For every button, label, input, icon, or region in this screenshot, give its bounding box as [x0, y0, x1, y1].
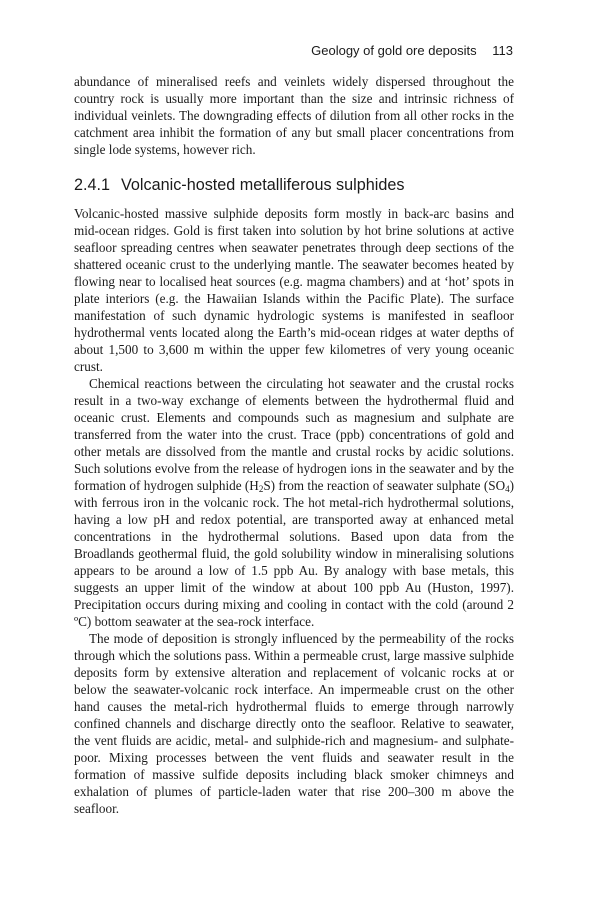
- paragraph-2: [74, 375, 514, 630]
- section-number: 2.4.1: [74, 176, 111, 194]
- paragraph-3: The mode of deposition is strongly influenced by the permeability of the rocks through which the solutions pass. Within a permeable crust, large massive sulphide deposits form by extensive alteration and replacement of volcanic rocks at or below the seawater-volcanic rock interface. An impermeable crust on the other hand causes the metal-rich hydrothermal fluids to emerge through narrowly confined channels and discharge directly onto the seafloor. Relative to seawater, the vent fluids are acidic, metal- and sulphide-rich and magnesium- and sulphate-poor. Mixing processes between the vent fluids and seawater result in the formation of massive sulfide deposits including black smoker chimneys and exhalation of plumes of particle-laden water that rise 200–300 m above the seafloor.: [74, 631, 514, 816]
- paragraph-2-part-c: ) with ferrous iron in the volcanic rock. The hot metal-rich hydrothermal solutions, having a low pH and redox potential, are transported away at enhanced metal concentrations in the hydrothermal solutions. Based upon data from the Broadlands geothermal fluid, the gold solubility window in mineralising solutions appears to be around a low of 1.5 ppb Au. By analogy with base metals, this suggests an upper limit of the window at about 100 ppb Au (Huston, 1997). Precipitation occurs during mixing and cooling in contact with the cold (around 2 ºC) bottom seawater at the sea-rock interface.: [74, 478, 514, 629]
- paragraph-1: Volcanic-hosted massive sulphide deposits form mostly in back-arc basins and mid-ocean ridges. Gold is first taken into solution by hot brine solutions at active seafloor spreading centres when seawater penetrates through deep sections of the shattered oceanic crust to the underlying mantle. The seawater becomes heated by flowing near to localised heat sources (e.g. magma chambers) and at ‘hot’ spots in plate interiors (e.g. the Hawaiian Islands within the Pacific Plate). The surface manifestation of such dynamic hydrologic systems is manifested in seafloor hydrothermal vents located along the Earth’s mid-ocean ridges at water depths of about 1,500 to 3,600 m within the upper few kilometres of very young oceanic crust.: [74, 206, 514, 374]
- section-title: Volcanic-hosted metalliferous sulphides: [121, 176, 405, 194]
- intro-paragraph: abundance of mineralised reefs and veinlets widely dispersed throughout the country rock is usually more important than the size and intrinsic richness of individual veinlets. The downgrading effects of dilution from all other rocks in the catchment area inhibit the formation of any but small placer concentrations from single lode systems, however rich.: [74, 74, 514, 157]
- running-header: [311, 43, 513, 58]
- page-number: 113: [492, 43, 513, 58]
- paragraph-2-part-a: Chemical reactions between the circulating hot seawater and the crustal rocks result in a two-way exchange of elements between the hydrothermal fluid and oceanic crust. Elements and compounds such as magnesium and sulphate are transferred from the water into the crust. Trace (ppb) concentrations of gold and other metals are dissolved from the mantle and crustal rocks by acidic solutions. Such solutions evolve from the release of hydrogen ions in the seawater and by the formation of hydrogen sulphide (H: [74, 376, 514, 493]
- running-title: Geology of gold ore deposits: [311, 43, 477, 58]
- section-heading: [74, 175, 514, 195]
- subscript-4: 4: [505, 484, 510, 494]
- subscript-2: 2: [258, 484, 264, 494]
- body-text: [74, 73, 514, 817]
- paragraph-2-part-b: S) from the reaction of seawater sulphate (SO: [263, 478, 506, 493]
